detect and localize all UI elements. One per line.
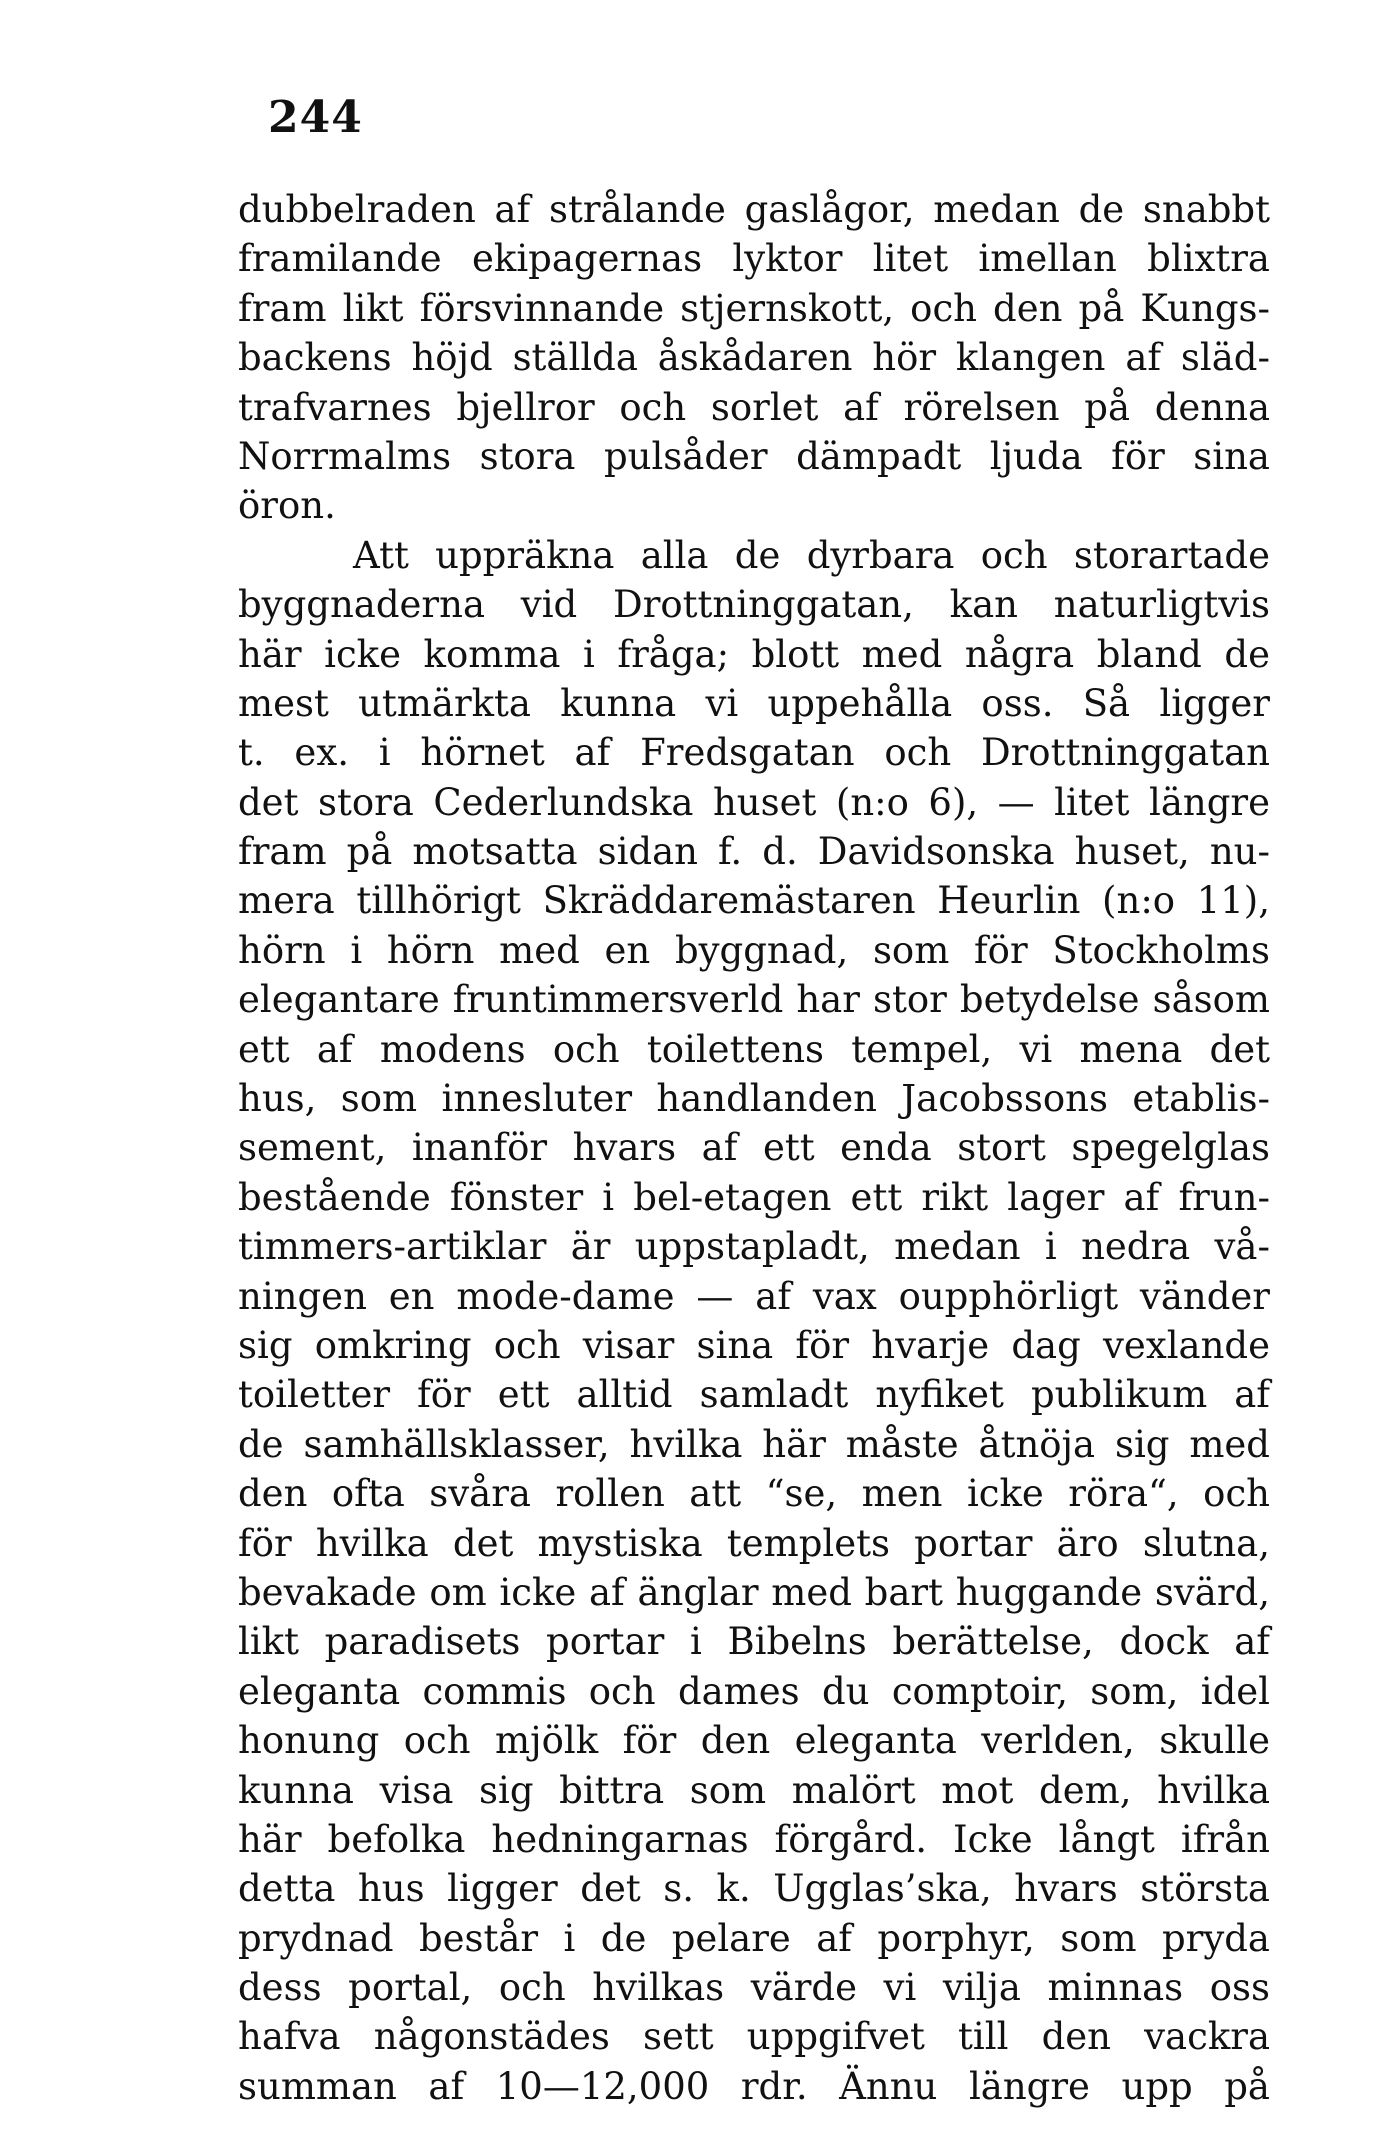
text-line: fram likt försvinnande stjernskott, och den på Kungs- [238, 286, 1270, 330]
text-line: hus, som innesluter handlanden Jacobssons etablis- [238, 1077, 1270, 1121]
text-line: ningen en mode-dame — af vax oupphörligt vänder [238, 1274, 1270, 1318]
text-line: Att uppräkna alla de dyrbara och storartade [353, 533, 1270, 577]
text-line: här icke komma i fråga; blott med några bland de [238, 632, 1270, 676]
text-line: likt paradisets portar i Bibelns berättelse, dock af [238, 1620, 1270, 1664]
text-line: kunna visa sig bittra som malört mot dem, hvilka [238, 1768, 1270, 1812]
text-line: dubbelraden af strålande gaslågor, medan de snabbt [238, 188, 1270, 231]
text-line: för hvilka det mystiska templets portar äro slutna, [238, 1521, 1270, 1565]
text-line: bevakade om icke af änglar med bart huggande svärd, [238, 1570, 1270, 1614]
body-text [238, 185, 1270, 2111]
text-line: bestående fönster i bel-etagen ett rikt lager af frun- [238, 1175, 1270, 1219]
text-line: honung och mjölk för den eleganta verlden, skulle [238, 1719, 1270, 1763]
text-line: eleganta commis och dames du comptoir, som, idel [238, 1669, 1270, 1713]
text-line: de samhällsklasser, hvilka här måste åtnöja sig med [238, 1422, 1270, 1466]
text-line: timmers-artiklar är uppstapladt, medan i nedra vå- [238, 1225, 1270, 1269]
text-line: byggnaderna vid Drottninggatan, kan naturligtvis [238, 583, 1270, 627]
text-line: elegantare fruntimmersverld har stor betydelse såsom [238, 978, 1270, 1022]
text-line: sement, inanför hvars af ett enda stort spegelglas [238, 1126, 1270, 1170]
text-line: ett af modens och toilettens tempel, vi mena det [238, 1027, 1270, 1071]
text-line: framilande ekipagernas lyktor litet imellan blixtra [238, 237, 1270, 281]
text-line: dess portal, och hvilkas värde vi vilja minnas oss [238, 1966, 1270, 2010]
text-line: Norrmalms stora pulsåder dämpadt ljuda för sina [238, 434, 1270, 478]
text-line: prydnad består i de pelare af porphyr, som pryda [238, 1916, 1270, 1960]
text-line: summan af 10—12,000 rdr. Ännu längre upp på [238, 2064, 1270, 2108]
page-number: 244 [268, 92, 363, 143]
text-line: backens höjd ställda åskådaren hör klangen af släd- [238, 336, 1270, 380]
text-line: den ofta svåra rollen att “se, men icke röra“, och [238, 1472, 1270, 1516]
text-line: sig omkring och visar sina för hvarje dag vexlande [238, 1323, 1270, 1367]
text-line: mera tillhörigt Skräddaremästaren Heurlin (n:o 11), [238, 879, 1270, 923]
text-line: detta hus ligger det s. k. Ugglas’ska, hvars största [238, 1867, 1270, 1911]
text-line: trafvarnes bjellror och sorlet af rörelsen på denna [238, 385, 1270, 429]
text-line: här befolka hedningarnas förgård. Icke långt ifrån [238, 1817, 1270, 1861]
text-line: hafva någonstädes sett uppgifvet till den vackra [238, 2015, 1270, 2059]
text-line: hörn i hörn med en byggnad, som för Stockholms [238, 928, 1270, 972]
text-line: t. ex. i hörnet af Fredsgatan och Drottninggatan [238, 731, 1270, 775]
text-line: fram på motsatta sidan f. d. Davidsonska huset, nu- [238, 830, 1270, 874]
text-line: toiletter för ett alltid samladt nyfiket publikum af [238, 1373, 1270, 1417]
text-line: det stora Cederlundska huset (n:o 6), — litet längre [238, 780, 1270, 824]
text-line: mest utmärkta kunna vi uppehålla oss. Så ligger [238, 681, 1270, 725]
text-line: öron. [238, 484, 336, 528]
